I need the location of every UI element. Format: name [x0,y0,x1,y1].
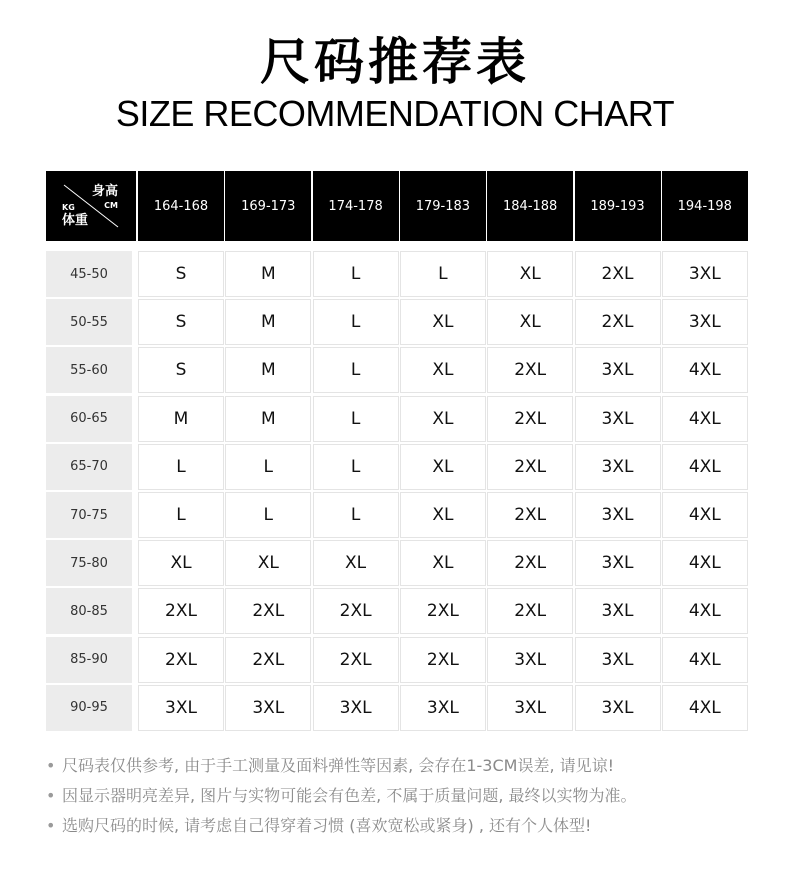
weight-unit: KG [62,203,75,212]
size-cell: 3XL [575,637,661,683]
weight-range-cell: 50-55 [46,299,132,345]
table-row [46,251,748,299]
size-cell: 3XL [575,347,661,393]
size-cell: 3XL [662,299,748,345]
size-cell: L [313,396,399,442]
size-cell: L [313,251,399,297]
weight-range-cell: 70-75 [46,492,132,538]
size-cell: XL [313,540,399,586]
height-range-header: 174-178 [313,171,399,241]
size-cell: M [225,299,311,345]
height-range-header: 184-188 [487,171,573,241]
table-row [46,396,748,444]
size-cell: 2XL [225,588,311,634]
size-cell: 4XL [662,588,748,634]
size-cell: 4XL [662,444,748,490]
weight-range-cell: 90-95 [46,685,132,731]
weight-range-cell: 80-85 [46,588,132,634]
size-cell: 2XL [487,396,573,442]
note-text: 选购尺码的时候, 请考虑自己得穿着习惯 (喜欢宽松或紧身) , 还有个人体型! [62,816,592,835]
size-cell: 2XL [487,588,573,634]
table-row [46,347,748,395]
size-cell: 3XL [313,685,399,731]
height-range-header: 169-173 [225,171,311,241]
size-cell: 4XL [662,492,748,538]
size-cell: 3XL [575,540,661,586]
note-text: 因显示器明亮差异, 图片与实物可能会有色差, 不属于质量问题, 最终以实物为准。 [62,786,637,805]
weight-range-cell: 65-70 [46,444,132,490]
size-cell: 2XL [400,637,486,683]
size-cell: M [225,251,311,297]
note-text: 尺码表仅供参考, 由于手工测量及面料弹性等因素, 会存在1-3CM误差, 请见谅! [62,756,615,775]
size-cell: M [225,347,311,393]
bullet-icon: • [46,786,56,805]
size-cell: M [138,396,224,442]
size-cell: 4XL [662,347,748,393]
size-cell: L [138,444,224,490]
size-cell: XL [400,444,486,490]
size-cell: XL [225,540,311,586]
size-cell: 4XL [662,685,748,731]
size-cell: 3XL [400,685,486,731]
size-cell: XL [487,251,573,297]
size-cell: XL [487,299,573,345]
size-cell: L [313,347,399,393]
size-cell: 3XL [662,251,748,297]
height-range-header: 179-183 [400,171,486,241]
size-cell: L [313,444,399,490]
weight-label: 体重 [62,213,89,228]
size-cell: L [313,492,399,538]
height-range-header: 189-193 [575,171,661,241]
notes-list [46,751,766,841]
size-cell: 2XL [138,588,224,634]
size-cell: 3XL [138,685,224,731]
weight-range-cell: 75-80 [46,540,132,586]
size-cell: L [313,299,399,345]
size-cell: S [138,299,224,345]
table-row [46,685,748,733]
size-cell: 2XL [313,588,399,634]
table-row [46,637,748,685]
note-item [46,811,766,841]
size-cell: L [138,492,224,538]
size-cell: 3XL [575,396,661,442]
note-item [46,781,766,811]
diagonal-divider-icon [46,171,136,241]
table-row [46,299,748,347]
size-cell: S [138,251,224,297]
height-range-header: 164-168 [138,171,224,241]
size-cell: 4XL [662,396,748,442]
bullet-icon: • [46,756,56,775]
header-row [46,171,748,241]
size-cell: XL [400,396,486,442]
table-row [46,588,748,636]
size-cell: 2XL [225,637,311,683]
size-cell: XL [400,299,486,345]
height-range-header: 194-198 [662,171,748,241]
size-cell: XL [400,492,486,538]
size-cell: 3XL [487,685,573,731]
table-row [46,444,748,492]
size-cell: L [400,251,486,297]
size-cell: L [225,492,311,538]
weight-range-cell: 60-65 [46,396,132,442]
size-cell: 4XL [662,540,748,586]
size-cell: 2XL [487,444,573,490]
size-cell: 2XL [575,251,661,297]
size-cell: 2XL [487,347,573,393]
size-cell: 2XL [487,540,573,586]
size-cell: S [138,347,224,393]
bullet-icon: • [46,816,56,835]
size-cell: 2XL [487,492,573,538]
corner-header-cell [46,171,136,241]
size-cell: 3XL [575,444,661,490]
size-table [46,171,748,733]
size-cell: L [225,444,311,490]
size-cell: XL [138,540,224,586]
size-cell: 3XL [575,588,661,634]
size-cell: 2XL [313,637,399,683]
page-title-english: SIZE RECOMMENDATION CHART [115,93,675,134]
weight-range-cell: 45-50 [46,251,132,297]
size-cell: 3XL [575,685,661,731]
size-cell: 2XL [400,588,486,634]
size-cell: M [225,396,311,442]
table-row [46,492,748,540]
height-label: 身高 [91,184,118,199]
size-cell: 3XL [487,637,573,683]
size-cell: XL [400,347,486,393]
weight-range-cell: 85-90 [46,637,132,683]
size-cell: 2XL [575,299,661,345]
size-cell: 4XL [662,637,748,683]
height-unit: CM [104,201,118,210]
size-cell: 3XL [575,492,661,538]
weight-range-cell: 55-60 [46,347,132,393]
size-cell: 3XL [225,685,311,731]
size-cell: XL [400,540,486,586]
table-row [46,540,748,588]
page-title-chinese: 尺码推荐表 [260,33,530,91]
note-item [46,751,766,781]
size-cell: 2XL [138,637,224,683]
